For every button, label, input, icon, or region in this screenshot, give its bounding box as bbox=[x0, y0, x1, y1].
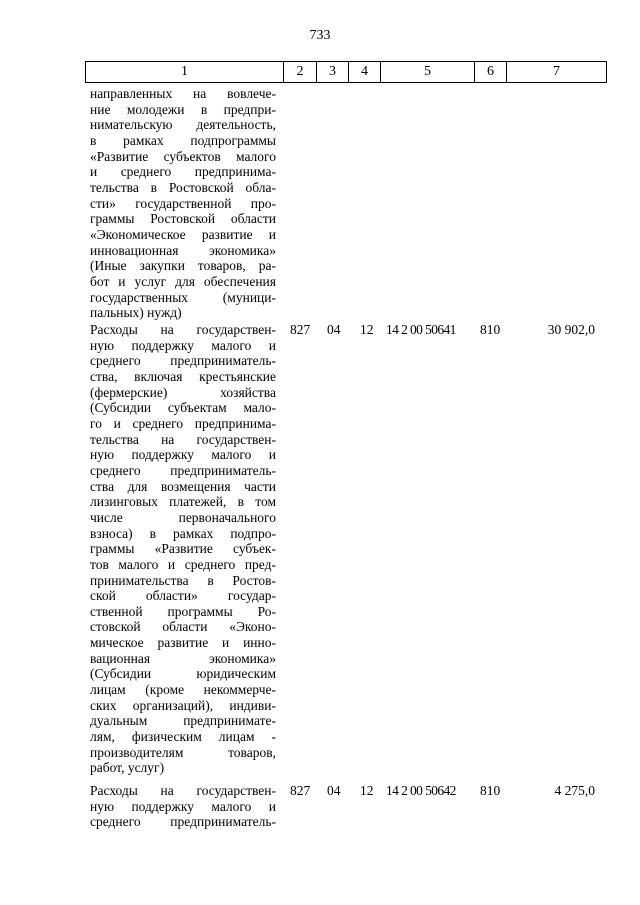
row-description bbox=[90, 783, 276, 830]
description-line: лям, физическим лицам - bbox=[90, 729, 276, 745]
description-line: ную поддержку малого и bbox=[90, 447, 276, 463]
description-line: го и среднего предпринима- bbox=[90, 415, 276, 431]
description-line: среднего предприниматель- bbox=[90, 353, 276, 369]
subsection-code: 12 bbox=[360, 322, 374, 337]
description-line: лизинговых платежей, в том bbox=[90, 494, 276, 510]
description-line: тельства на государствен- bbox=[90, 431, 276, 447]
column-header-7: 7 bbox=[507, 62, 607, 83]
description-line: Расходы на государствен- bbox=[90, 783, 276, 798]
description-line: в рамках подпрограммы bbox=[90, 132, 276, 148]
description-line: производителям товаров, bbox=[90, 744, 276, 760]
ministry-code: 827 bbox=[290, 322, 311, 337]
section-code: 04 bbox=[327, 322, 341, 337]
description-line: направленных на вовлече- bbox=[90, 86, 276, 101]
column-header-row bbox=[85, 61, 607, 83]
description-line: ную поддержку малого и bbox=[90, 798, 276, 814]
description-line: (фермерские) хозяйства bbox=[90, 384, 276, 400]
description-line: и среднего предпринима- bbox=[90, 164, 276, 180]
description-line: сти» государственной про- bbox=[90, 195, 276, 211]
description-line: «Экономическое развитие и bbox=[90, 226, 276, 242]
description-line: (Субсидии юридическим bbox=[90, 666, 276, 682]
expense-kind-code: 810 bbox=[480, 322, 501, 337]
section-code: 04 bbox=[327, 783, 341, 798]
description-line: вационная экономика» bbox=[90, 650, 276, 666]
description-line: числе первоначального bbox=[90, 509, 276, 525]
description-line: мическое развитие и инно- bbox=[90, 635, 276, 651]
column-header-5: 5 bbox=[381, 62, 475, 83]
description-line: ственной программы Ро- bbox=[90, 603, 276, 619]
column-header-4: 4 bbox=[349, 62, 381, 83]
description-line: ских организаций), индиви- bbox=[90, 697, 276, 713]
amount: 30 902,0 bbox=[547, 322, 595, 337]
description-line: взноса) в рамках подпро- bbox=[90, 525, 276, 541]
description-line: ние молодежи в предпри- bbox=[90, 101, 276, 117]
description-line: тельства в Ростовской обла- bbox=[90, 179, 276, 195]
description-line: ства, включая крестьянские bbox=[90, 368, 276, 384]
description-line: пальных) нужд) bbox=[90, 305, 182, 321]
column-header-1: 1 bbox=[86, 62, 284, 83]
row-description bbox=[90, 86, 276, 321]
column-header-2: 2 bbox=[284, 62, 317, 83]
description-line: Расходы на государствен- bbox=[90, 322, 276, 337]
description-line: «Развитие субъектов малого bbox=[90, 148, 276, 164]
description-line: среднего предприниматель- bbox=[90, 814, 276, 830]
description-line: граммы Ростовской области bbox=[90, 211, 276, 227]
target-article-code: 14 2 00 50642 bbox=[386, 783, 456, 798]
description-line: дуальным предпринимате- bbox=[90, 713, 276, 729]
description-line: граммы «Развитие субъек- bbox=[90, 541, 276, 557]
ministry-code: 827 bbox=[290, 783, 311, 798]
description-line: ства для возмещения части bbox=[90, 478, 276, 494]
description-line: ную поддержку малого и bbox=[90, 337, 276, 353]
page-number: 733 bbox=[309, 28, 331, 43]
column-header-6: 6 bbox=[475, 62, 507, 83]
row-description bbox=[90, 322, 276, 776]
column-header-3: 3 bbox=[317, 62, 349, 83]
description-line: государственных (муници- bbox=[90, 289, 276, 305]
amount: 4 275,0 bbox=[554, 783, 595, 798]
description-line: (Субсидии субъектам мало- bbox=[90, 400, 276, 416]
subsection-code: 12 bbox=[360, 783, 374, 798]
description-line: бот и услуг для обеспечения bbox=[90, 273, 276, 289]
description-line: среднего предприниматель- bbox=[90, 462, 276, 478]
description-line: инновационная экономика» bbox=[90, 242, 276, 258]
expense-kind-code: 810 bbox=[480, 783, 501, 798]
description-line: (Иные закупки товаров, ра- bbox=[90, 258, 276, 274]
description-line: ской области» государ- bbox=[90, 588, 276, 604]
description-line: работ, услуг) bbox=[90, 760, 165, 776]
description-line: принимательства в Ростов- bbox=[90, 572, 276, 588]
description-line: тов малого и среднего пред- bbox=[90, 556, 276, 572]
description-line: стовской области «Эконо- bbox=[90, 619, 276, 635]
target-article-code: 14 2 00 50641 bbox=[386, 322, 456, 337]
description-line: лицам (кроме некоммерче- bbox=[90, 682, 276, 698]
description-line: нимательскую деятельность, bbox=[90, 117, 276, 133]
